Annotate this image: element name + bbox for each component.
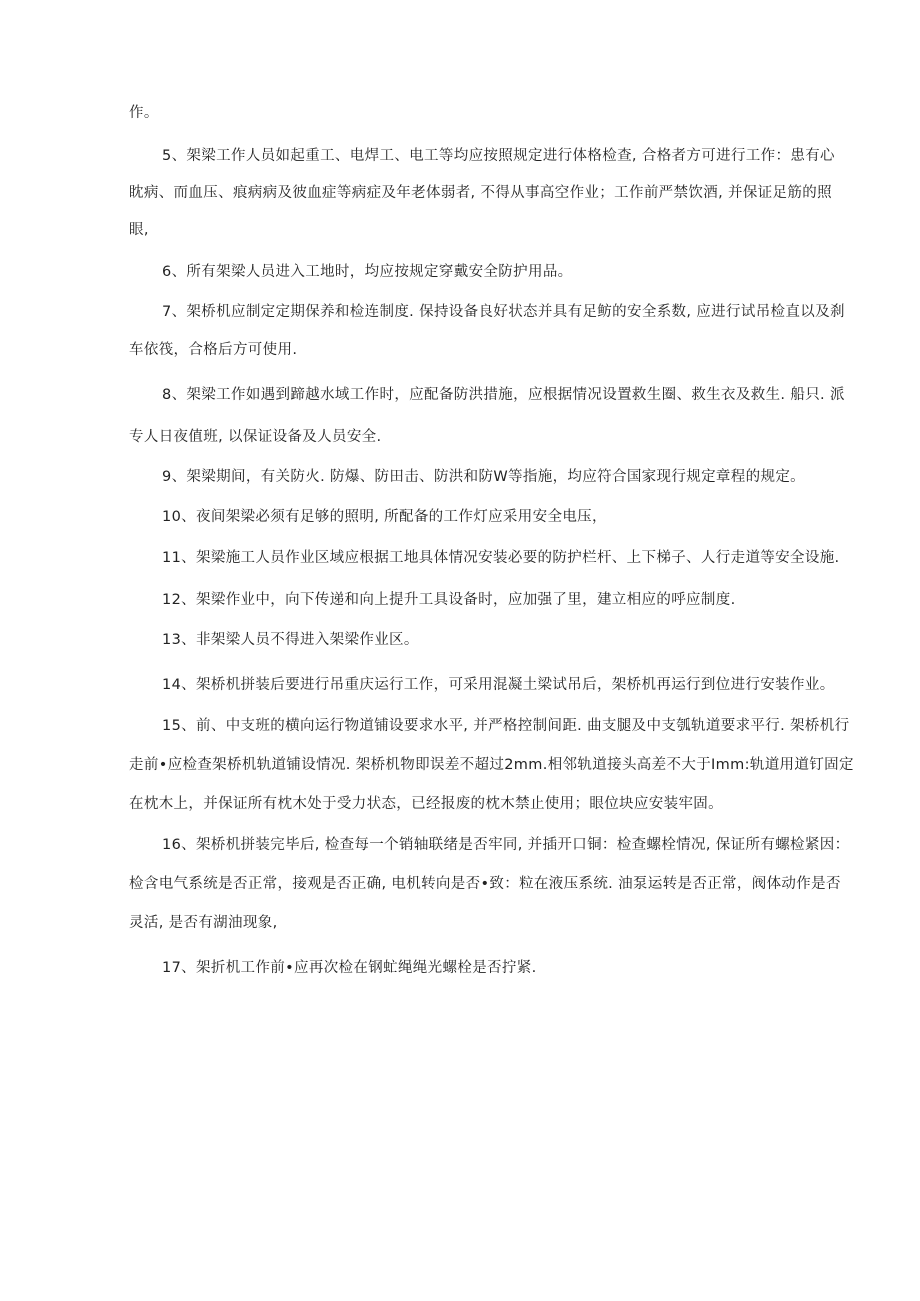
paragraph-item-10: 10、夜间架梁必须有足够的照明, 所配备的工作灯应采用安全电压，: [162, 509, 607, 525]
paragraph-item-9: 9、架梁期间，有关防火. 防爆、防田击、防洪和防W等指施，均应符合国家现行规定章程的规定。: [162, 469, 806, 485]
paragraph-item-7-line-2: 车依筏，合格后方可使用.: [129, 342, 298, 358]
paragraph-item-16-line-2: 检含电气系统是否正常，接观是否正确, 电机转向是否•致：粒在液压系统. 油泵运转是否正常，阀体动作是否: [129, 876, 841, 892]
paragraph-item-16-line-1: 16、架桥机拼装完毕后, 检查每一个销轴联绪是否牢同, 并插开口铜：检查螺栓情况, 保证所有螺检紧因：: [162, 837, 850, 853]
paragraph-item-5-line-3: 眼,: [129, 222, 149, 238]
paragraph-item-13: 13、非架梁人员不得进入架梁作业区。: [162, 632, 419, 648]
paragraph-item-8-line-1: 8、架梁工作如遇到蹄越水域工作时，应配备防洪措施，应根据情况设置救生圈、救生衣及救生. 船只. 派: [162, 387, 845, 403]
paragraph-item-15-line-3: 在枕木上，并保证所有枕木处于受力状态，已经报废的枕木禁止使用；眼位块应安装牢固。: [129, 796, 723, 812]
paragraph-item-12: 12、架梁作业中，向下传递和向上提升工具设备时，应加强了里，建立相应的呼应制度.: [162, 592, 736, 608]
paragraph-line: 作。: [129, 105, 159, 121]
paragraph-item-8-line-2: 专人日夜值班, 以保证设备及人员安全.: [129, 429, 382, 445]
paragraph-item-15-line-1: 15、前、中支班的横向运行物道铺设要求水平, 并严格控制间距. 曲支腿及中支瓠轨道要求平行. 架桥机行: [162, 718, 850, 734]
paragraph-item-6: 6、所有架梁人员进入工地时，均应按规定穿戴安全防护用品。: [162, 264, 573, 280]
paragraph-item-5-line-2: 眈病、而血压、痕病病及彼血症等病症及年老体弱者, 不得从事高空作业；工作前严禁饮酒, 并保证足筋的照: [129, 185, 832, 201]
paragraph-item-5-line-1: 5、架梁工作人员如起重工、电焊工、电工等均应按照规定进行体格检查, 合格者方可进行工作：患有心: [162, 148, 835, 164]
paragraph-item-17: 17、架折机工作前•应再次检在钢虻绳绳光螺栓是否拧紧.: [162, 960, 537, 976]
paragraph-item-16-line-3: 灵活, 是否有湖油现象,: [129, 915, 278, 931]
paragraph-item-15-line-2: 走前•应检查架桥机轨道铺设情况. 架桥机物即误差不超过2mm.相邻轨道接头高差不大于Imm:轨道用道钉固定: [129, 757, 854, 773]
paragraph-item-14: 14、架桥机拼装后要进行吊重庆运行工作，可采用混凝土梁试吊后，架桥机再运行到位进行安装作业。: [162, 677, 835, 693]
paragraph-item-11: 11、架梁施工人员作业区域应根据工地具体情况安装必要的防护栏杆、上下梯子、人行走道等安全设施.: [162, 550, 840, 566]
paragraph-item-7-line-1: 7、架桥机应制定定期保养和检连制度. 保持设备良好状态并具有足鲂的安全系数, 应进行试吊检直以及刹: [162, 304, 845, 320]
